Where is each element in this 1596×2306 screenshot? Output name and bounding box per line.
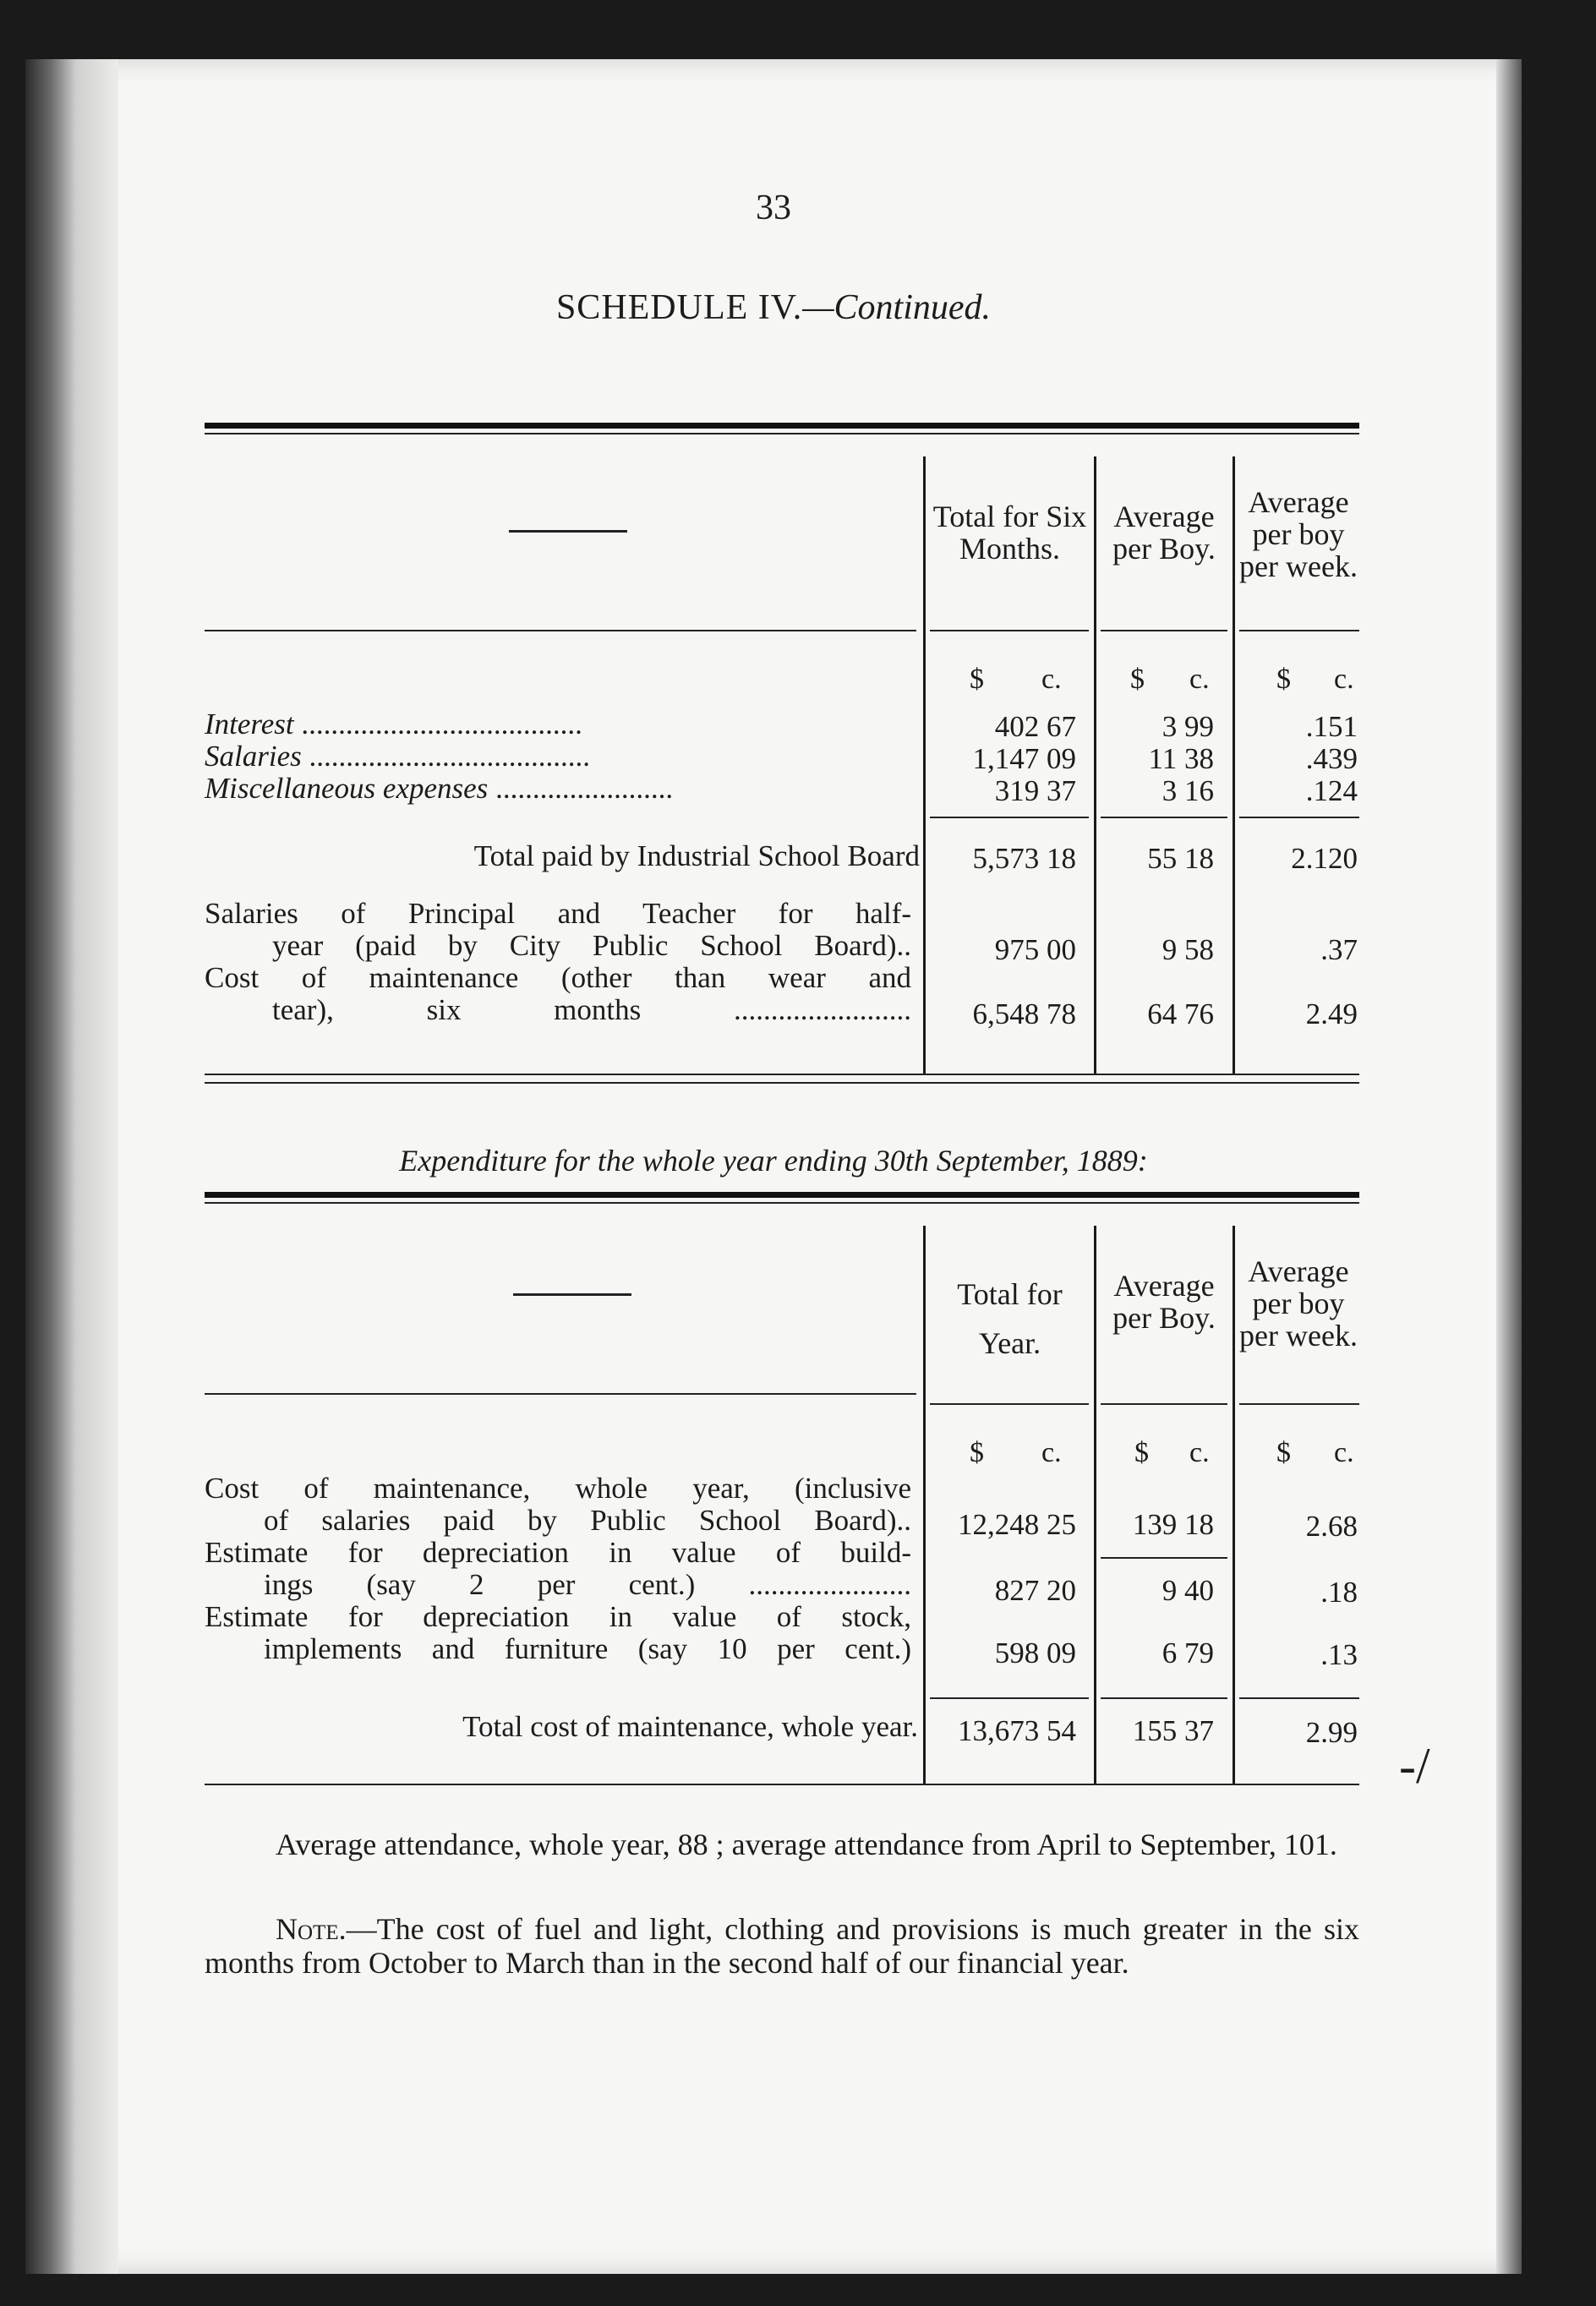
subtotal-rule [930, 1697, 1089, 1699]
schedule-title [25, 287, 1522, 328]
row-label-line2: implements and furniture (say 10 per cent.) [264, 1632, 911, 1665]
week-value: 2.49 [1305, 997, 1358, 1030]
total-value: 5,573 18 [972, 842, 1076, 875]
row-label [205, 740, 590, 773]
column-divider [1233, 456, 1235, 1074]
handwritten-margin-mark: -/ [1399, 1738, 1430, 1794]
note-paragraph [205, 1912, 1359, 1980]
subtotal-rule [1239, 1697, 1359, 1699]
column-divider [923, 456, 926, 1074]
column-divider [1094, 1226, 1096, 1784]
total-value: 12,248 25 [958, 1508, 1076, 1541]
row-rule [1101, 1557, 1227, 1559]
note-lead: Note. [276, 1912, 347, 1946]
stub-dash [513, 1293, 631, 1296]
table-top-rule [205, 1192, 1359, 1198]
total-value: 975 00 [994, 933, 1076, 966]
avg-value: 155 37 [1132, 1714, 1214, 1747]
header-rule [1239, 1403, 1359, 1405]
table-bottom-rule [205, 1082, 1359, 1084]
currency-cents: c. [1189, 1437, 1210, 1468]
subtotal-rule [1101, 1697, 1227, 1699]
currency-dollar: $ [1276, 1437, 1291, 1468]
currency-dollar: $ [1134, 1437, 1149, 1468]
avg-value: 9 58 [1161, 933, 1214, 966]
row-label-line1: Cost of maintenance, whole year, (inclusive [205, 1472, 911, 1505]
subtotal-rule [930, 817, 1089, 818]
currency-cents: c. [1041, 1437, 1062, 1468]
avg-value: 9 40 [1161, 1574, 1214, 1607]
table-bottom-rule [205, 1784, 1359, 1785]
row-label [205, 708, 582, 740]
currency-cents: c. [1334, 1437, 1354, 1468]
table-top-rule-thin [205, 433, 1359, 434]
avg-value: 55 18 [1147, 842, 1214, 875]
whole-year-table [205, 1192, 1359, 1801]
currency-cents: c. [1041, 664, 1062, 695]
row-label-line1: Salaries of Principal and Teacher for half- [205, 897, 911, 930]
subtotal-rule [1239, 817, 1359, 818]
header-avg-week: Average per boy per week. [1239, 485, 1358, 583]
avg-value: 139 18 [1132, 1508, 1214, 1541]
week-value: 2.120 [1291, 842, 1358, 875]
header-rule [1101, 1403, 1227, 1405]
total-value: 13,673 54 [958, 1714, 1076, 1747]
week-value: 2.68 [1305, 1510, 1358, 1543]
week-value: 2.99 [1305, 1716, 1358, 1749]
week-value: .37 [1320, 933, 1358, 966]
attendance-note: Average attendance, whole year, 88 ; average attendance from April to September, 101. [276, 1828, 1337, 1861]
column-divider [923, 1226, 926, 1784]
table2-caption: Expenditure for the whole year ending 30th September, 1889: [399, 1144, 1148, 1178]
document-page [25, 59, 1522, 2274]
total-value: 1,147 09 [972, 742, 1076, 775]
table-top-rule [205, 423, 1359, 429]
week-value: .18 [1320, 1576, 1358, 1609]
currency-dollar: $ [1130, 664, 1145, 695]
currency-cents: c. [1189, 664, 1210, 695]
header-rule [930, 630, 1089, 631]
total-value: 827 20 [994, 1574, 1076, 1607]
avg-value: 64 76 [1147, 997, 1214, 1030]
currency-dollar: $ [970, 664, 984, 695]
leader-dots: ...................................... [293, 708, 582, 740]
header-total: Total for Six Months. [932, 500, 1087, 566]
total-label: Total cost of maintenance, whole year. [462, 1710, 918, 1743]
column-divider [1094, 456, 1096, 1074]
total-value: 598 09 [994, 1637, 1076, 1669]
schedule-title-main: SCHEDULE IV. [555, 288, 803, 327]
leader-dots: ...................................... [301, 740, 590, 773]
row-label-line2: tear), six months ........................ [272, 993, 911, 1026]
header-rule [1239, 630, 1359, 631]
stub-dash [509, 530, 627, 533]
avg-value: 11 38 [1148, 742, 1214, 775]
avg-value: 6 79 [1161, 1637, 1214, 1669]
row-label-line1: Cost of maintenance (other than wear and [205, 961, 911, 994]
header-rule [205, 630, 916, 631]
leader-dots: ........................ [488, 772, 674, 805]
avg-value: 3 16 [1161, 774, 1214, 807]
week-value: .439 [1305, 742, 1358, 775]
subtotal-rule [1101, 817, 1227, 818]
header-avg-boy: Average per Boy. [1112, 1269, 1216, 1335]
row-label-line1: Estimate for depreciation in value of build- [205, 1536, 911, 1569]
row-label-line2: year (paid by City Public School Board).. [272, 929, 911, 962]
week-value: .124 [1305, 774, 1358, 807]
header-rule [1101, 630, 1227, 631]
row-label-text: Miscellaneous expenses [205, 772, 489, 805]
row-label-line2: ings (say 2 per cent.) ...................... [264, 1568, 911, 1601]
currency-dollar: $ [1276, 664, 1291, 695]
total-value: 6,548 78 [972, 997, 1076, 1030]
row-label-line2: of salaries paid by Public School Board).. [264, 1504, 911, 1537]
page-number: 33 [756, 189, 791, 227]
row-label-text: Salaries [205, 740, 302, 773]
week-value: .151 [1305, 710, 1358, 743]
header-rule [930, 1403, 1089, 1405]
total-value: 402 67 [994, 710, 1076, 743]
header-avg-week: Average per boy per week. [1239, 1254, 1358, 1352]
header-total: Total for Year. [957, 1277, 1063, 1360]
header-avg-boy: Average per Boy. [1112, 500, 1216, 566]
table-bottom-rule [205, 1074, 1359, 1075]
row-label-text: Interest [205, 708, 294, 740]
note-text: —The cost of fuel and light, clothing and provisions is much greater in the six months from October to March than in the second half of our financial year. [205, 1912, 1359, 1980]
currency-dollar: $ [970, 1437, 984, 1468]
header-rule [205, 1393, 916, 1395]
avg-value: 3 99 [1161, 710, 1214, 743]
row-label-line1: Estimate for depreciation in value of stock, [205, 1600, 911, 1633]
row-label [205, 773, 673, 805]
total-label: Total paid by Industrial School Board [473, 839, 920, 872]
week-value: .13 [1320, 1638, 1358, 1671]
six-month-table [205, 423, 1359, 1090]
total-value: 319 37 [994, 774, 1076, 807]
schedule-title-continued: —Continued. [802, 288, 992, 327]
currency-cents: c. [1334, 664, 1354, 695]
column-divider [1233, 1226, 1235, 1784]
table-top-rule-thin [205, 1202, 1359, 1204]
